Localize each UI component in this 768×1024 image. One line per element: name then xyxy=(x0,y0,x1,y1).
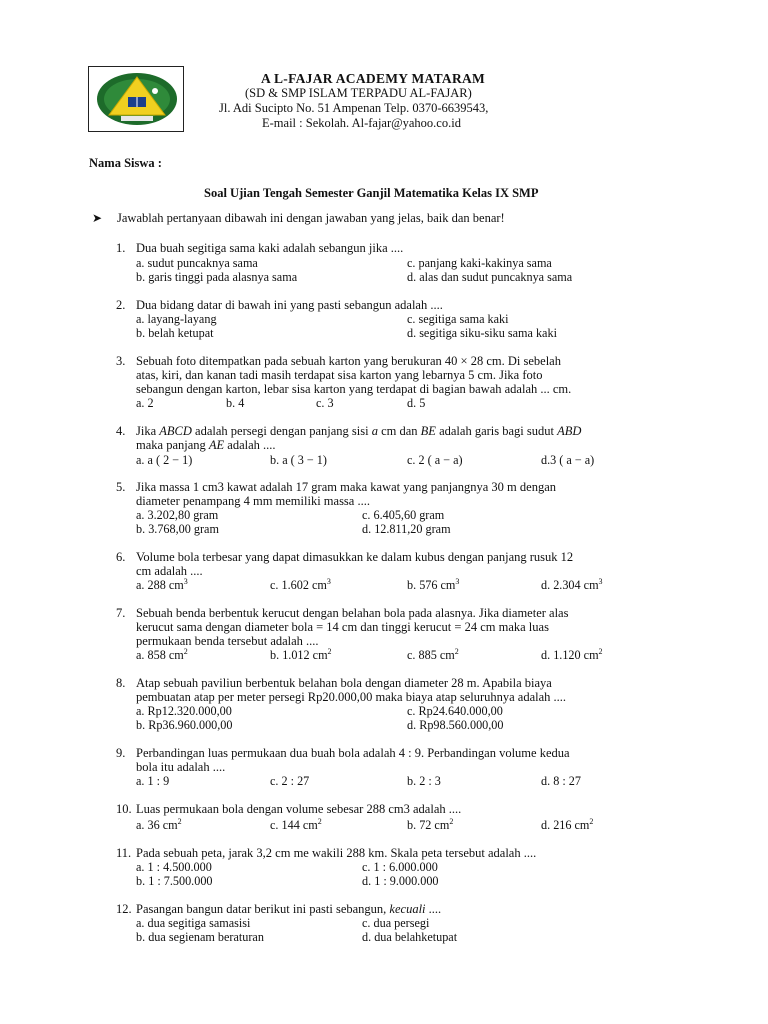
option-d: d. 8 : 27 xyxy=(541,774,581,788)
instruction: Jawablah pertanyaan dibawah ini dengan jawaban yang jelas, baik dan benar! xyxy=(117,211,505,225)
option-c: c. 885 $cm^2$ xyxy=(407,647,459,662)
option-a: a. Rp12.320.000,00 xyxy=(136,704,232,718)
option-d: d.3 ( a − a) xyxy=(541,453,595,467)
option-d: d. 216 $cm^2$ xyxy=(541,817,594,832)
option-b: c. 144 $cm^2$ xyxy=(270,817,322,832)
question-text: Jika ABCD adalah persegi dengan panjang sisi a cm dan BE adalah garis bagi sudut ABD xyxy=(136,424,582,438)
question-text: Sebuah benda berbentuk kerucut dengan belahan bola pada alasnya. Jika diameter alas xyxy=(136,606,569,620)
question-text: Sebuah foto ditempatkan pada sebuah karton yang berukuran 40 × 28 cm. Di sebelah xyxy=(136,354,561,368)
exam-title: Soal Ujian Tengah Semester Ganjil Matematika Kelas IX SMP xyxy=(204,186,539,200)
question-text: Volume bola terbesar yang dapat dimasukkan ke dalam kubus dengan panjang rusuk 12 xyxy=(136,550,574,564)
option-b: c. 1.602 $cm^3$ xyxy=(270,577,331,592)
option-b: b. a ( 3 − 1) xyxy=(270,453,327,467)
option-c: c. dua persegi xyxy=(362,916,430,930)
option-d: d. 1 : 9.000.000 xyxy=(362,874,439,888)
question-number: 8. xyxy=(116,676,126,690)
option-d: d. segitiga siku-siku sama kaki xyxy=(407,326,557,340)
option-d: d. 2.304 $cm^3$ xyxy=(541,577,603,592)
option-b: b. 1 : 7.500.000 xyxy=(136,874,213,888)
option-c: c. panjang kaki-kakinya sama xyxy=(407,256,552,270)
school-logo-icon xyxy=(95,71,179,127)
option-a: a. sudut puncaknya sama xyxy=(136,256,258,270)
option-c: c. Rp24.640.000,00 xyxy=(407,704,503,718)
option-b: b. 1.012 $cm^2$ xyxy=(270,647,332,662)
school-address: Jl. Adi Sucipto No. 51 Ampenan Telp. 0370-6639543, xyxy=(219,101,489,115)
option-b: b. 3.768,00 gram xyxy=(136,522,219,536)
logo-frame xyxy=(88,66,184,132)
option-c: c. 1 : 6.000.000 xyxy=(362,860,438,874)
option-d: d. Rp98.560.000,00 xyxy=(407,718,504,732)
school-subtitle: (SD & SMP ISLAM TERPADU AL-FAJAR) xyxy=(245,86,472,100)
question-number: 2. xyxy=(116,298,126,312)
question-text: diameter penampang 4 mm memiliki massa .... xyxy=(136,494,370,508)
option-a: a. a ( 2 − 1) xyxy=(136,453,193,467)
option-d: d. 1.120 $cm^2$ xyxy=(541,647,603,662)
option-a: a. 2 xyxy=(136,396,154,410)
question-text: kerucut sama dengan diameter bola = 14 cm dan tinggi kerucut = 24 cm maka luas xyxy=(136,620,549,634)
school-name: A L-FAJAR ACADEMY MATARAM xyxy=(261,71,486,86)
option-b: b. 4 xyxy=(226,396,245,410)
option-d: d. 5 xyxy=(407,396,426,410)
option-a: a. 858 $cm^2$ xyxy=(136,647,188,662)
question-text: Atap sebuah paviliun berbentuk belahan bola dengan diameter 28 m. Apabila biaya xyxy=(136,676,552,690)
question-number: 12. xyxy=(116,902,132,916)
option-c: c. 3 xyxy=(316,396,334,410)
question-number: 5. xyxy=(116,480,126,494)
option-b: b. garis tinggi pada alasnya sama xyxy=(136,270,298,284)
question-text: sebangun dengan karton, lebar sisa karton yang terdapat di bagian bawah adalah ... cm. xyxy=(136,382,572,396)
option-d: d. alas dan sudut puncaknya sama xyxy=(407,270,573,284)
option-c: b. 576 $cm^3$ xyxy=(407,577,460,592)
question-text: Pasangan bangun datar berikut ini pasti sebangun, kecuali .... xyxy=(136,902,442,916)
arrow-bullet-icon: ➤ xyxy=(92,211,103,225)
question-number: 9. xyxy=(116,746,126,760)
question-number: 4. xyxy=(116,424,126,438)
option-b: b. Rp36.960.000,00 xyxy=(136,718,233,732)
option-b: b. dua segienam beraturan xyxy=(136,930,264,944)
option-a: a. 36 $cm^2$ xyxy=(136,817,182,832)
question-text: bola itu adalah .... xyxy=(136,760,226,774)
question-text: Perbandingan luas permukaan dua buah bola adalah 4 : 9. Perbandingan volume kedua xyxy=(136,746,570,760)
option-c: b. 72 $cm^2$ xyxy=(407,817,454,832)
question-number: 11. xyxy=(116,846,132,860)
option-c: c. segitiga sama kaki xyxy=(407,312,509,326)
question-text: Dua buah segitiga sama kaki adalah sebangun jika .... xyxy=(136,241,404,255)
option-c: c. 6.405,60 gram xyxy=(362,508,445,522)
option-c: c. 2 ( a − a) xyxy=(407,453,463,467)
school-email: E-mail : Sekolah. Al-fajar@yahoo.co.id xyxy=(262,116,461,130)
option-b: b. belah ketupat xyxy=(136,326,214,340)
option-a: a. layang-layang xyxy=(136,312,217,326)
option-a: a. dua segitiga samasisi xyxy=(136,916,251,930)
question-number: 10. xyxy=(116,802,132,816)
option-a: a. 3.202,80 gram xyxy=(136,508,219,522)
option-a: a. 1 : 9 xyxy=(136,774,170,788)
question-text: maka panjang AE adalah .... xyxy=(136,438,276,452)
option-d: d. 12.811,20 gram xyxy=(362,522,451,536)
option-b: c. 2 : 27 xyxy=(270,774,310,788)
option-c: b. 2 : 3 xyxy=(407,774,441,788)
question-text: permukaan benda tersebut adalah .... xyxy=(136,634,319,648)
option-a: a. 1 : 4.500.000 xyxy=(136,860,212,874)
student-name-label: Nama Siswa : xyxy=(89,156,162,170)
question-text: cm adalah .... xyxy=(136,564,203,578)
option-a: a. 288 $cm^3$ xyxy=(136,577,188,592)
question-number: 6. xyxy=(116,550,126,564)
question-number: 1. xyxy=(116,241,126,255)
question-text: pembuatan atap per meter persegi Rp20.000,00 maka biaya atap seluruhnya adalah .... xyxy=(136,690,567,704)
question-number: 3. xyxy=(116,354,126,368)
question-text: Jika massa 1 cm3 kawat adalah 17 gram maka kawat yang panjangnya 30 m dengan xyxy=(136,480,557,494)
question-text: Pada sebuah peta, jarak 3,2 cm me wakili 288 km. Skala peta tersebut adalah .... xyxy=(136,846,537,860)
option-d: d. dua belahketupat xyxy=(362,930,458,944)
question-text: atas, kiri, dan kanan tadi masih terdapat sisa karton yang lebarnya 5 cm. Jika foto xyxy=(136,368,543,382)
question-number: 7. xyxy=(116,606,126,620)
question-text: Luas permukaan bola dengan volume sebesar 288 cm3 adalah .... xyxy=(136,802,462,816)
question-text: Dua bidang datar di bawah ini yang pasti sebangun adalah .... xyxy=(136,298,443,312)
